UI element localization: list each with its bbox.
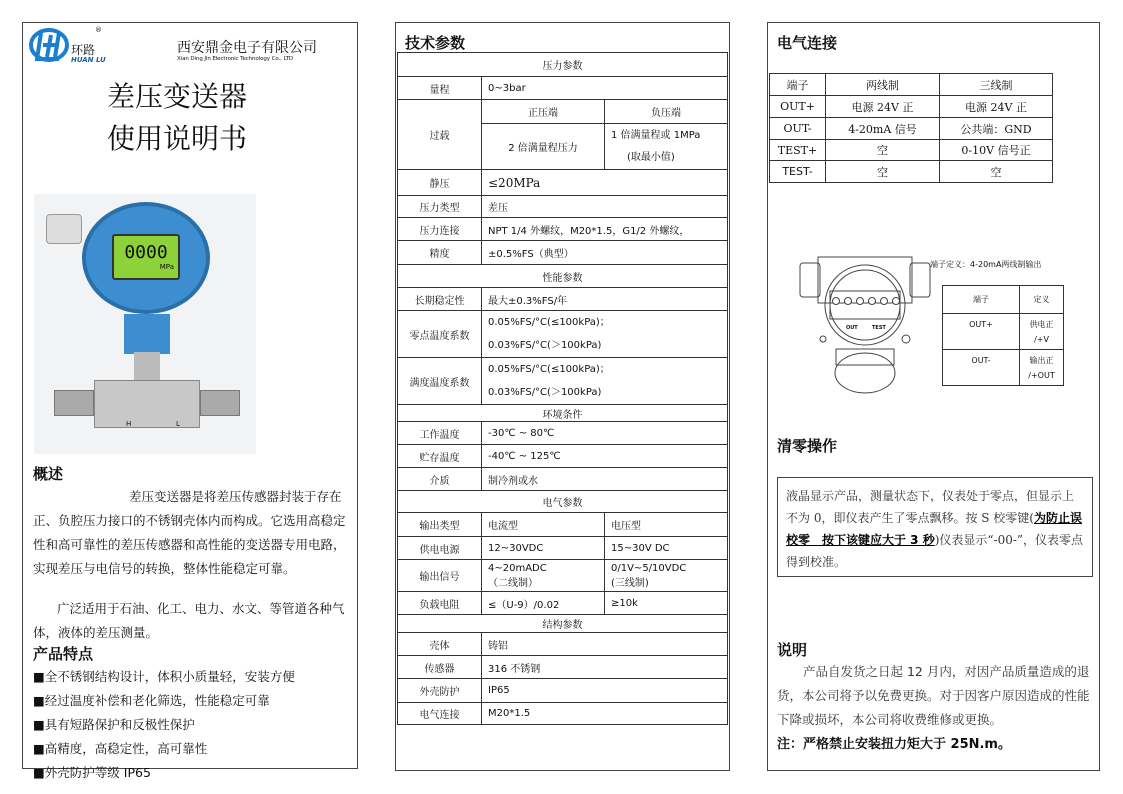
specs-panel <box>395 22 730 771</box>
port-right <box>200 390 240 416</box>
spec-value: 铸铝 <box>482 633 728 656</box>
wiring-cell: 4-20mA 信号 <box>826 118 940 140</box>
def-cell <box>1020 350 1064 386</box>
wiring-cell: OUT- <box>770 118 826 140</box>
zeroing-box <box>777 477 1093 577</box>
spec-value-line: (取最小值) <box>627 151 675 163</box>
spec-label: 压力类型 <box>398 196 482 218</box>
spec-label: 传感器 <box>398 656 482 679</box>
wiring-table <box>769 73 1053 183</box>
spec-value <box>482 311 728 358</box>
doc-title-2: 使用说明书 <box>107 122 248 155</box>
spec-label: 零点温度系数 <box>398 311 482 358</box>
feature-item: ■具有短路保护和反极性保护 <box>33 717 195 732</box>
notes-heading: 说明 <box>777 641 808 659</box>
spec-label: 静压 <box>398 170 482 196</box>
wiring-cell: TEST- <box>770 161 826 183</box>
spec-label: 压力连接 <box>398 218 482 241</box>
spec-value-line: 4~20mADC <box>488 562 547 574</box>
wiring-cell: 空 <box>826 161 940 183</box>
spec-value: NPT 1/4 外螺纹，M20*1.5，G1/2 外螺纹， <box>482 218 728 241</box>
wiring-cell: TEST+ <box>770 140 826 161</box>
stem <box>134 352 160 382</box>
spec-value <box>482 358 728 405</box>
spec-value-line: （二线制） <box>488 577 538 589</box>
spec-label: 外壳防护 <box>398 679 482 703</box>
spec-value: 制冷剂或水 <box>482 468 728 491</box>
spec-label: 供电电源 <box>398 537 482 560</box>
spec-value: ≥10k <box>605 592 728 615</box>
spec-label: 过载 <box>398 100 482 170</box>
features-heading: 产品特点 <box>33 645 94 663</box>
features-list <box>33 665 351 785</box>
spec-value: IP65 <box>482 679 728 703</box>
spec-value-line: 0.05%FS/°C(≤100kPa)； <box>488 364 610 375</box>
section-pressure: 压力参数 <box>398 53 728 77</box>
wiring-header: 三线制 <box>940 74 1053 96</box>
diagram-caption: 端子定义：4-20mA两线制输出 <box>930 260 1042 269</box>
zeroing-heading: 清零操作 <box>777 437 838 455</box>
terminal-diagram <box>798 255 933 397</box>
feature-item: ■经过温度补偿和老化筛选，性能稳定可靠 <box>33 693 270 708</box>
spec-value: 最大±0.3%FS/年 <box>482 288 728 311</box>
spec-label: 长期稳定性 <box>398 288 482 311</box>
torque-warning: 注：严格禁止安装扭力矩大于 25N.m。 <box>777 737 1011 752</box>
cable-gland <box>46 214 82 244</box>
spec-label: 输出类型 <box>398 513 482 537</box>
spec-value <box>605 560 728 592</box>
spec-value <box>482 560 605 592</box>
company-name-cn: 西安鼎金电子有限公司 <box>177 40 317 56</box>
spec-value-line: 0/1V~5/10VDC <box>611 562 687 574</box>
spec-label: 满度温度系数 <box>398 358 482 405</box>
spec-value-line: (三线制) <box>611 577 649 589</box>
registered-mark: ® <box>95 26 102 34</box>
feature-item: ■外壳防护等级 IP65 <box>33 765 151 780</box>
zeroing-text: )仪表显示“-00-”，仪表零点得到校准。 <box>786 533 1084 569</box>
wiring-cell: 0-10V 信号正 <box>940 140 1053 161</box>
def-cell: OUT+ <box>943 314 1020 350</box>
section-electrical: 电气参数 <box>398 491 728 513</box>
def-header: 定义 <box>1020 286 1064 314</box>
company-name-en: Xian Ding Jin Electronic Technology Co., LTD <box>177 56 294 62</box>
def-header: 端子 <box>943 286 1020 314</box>
zeroing-text: 液晶显示产品，测量状态下，仪表处于零点，但显示上不为 0，即仪表产生了零点飘移。按 S 校零键( <box>786 489 1075 525</box>
lcd-unit: MPa <box>159 263 174 271</box>
spec-value: 2 倍满量程压力 <box>482 124 605 170</box>
overview-para2: 广泛适用于石油、化工、电力、水文、等管道各种气体，液体的差压测量。 <box>33 601 345 640</box>
diagram-test-label: TEST <box>872 325 886 331</box>
wiring-cell: 空 <box>826 140 940 161</box>
doc-title-1: 差压变送器 <box>107 80 248 113</box>
wiring-cell: 电源 24V 正 <box>940 96 1053 118</box>
spec-value-line: 0.03%FS/°C(＞100kPa) <box>488 387 602 398</box>
spec-label: 贮存温度 <box>398 445 482 468</box>
company-logo <box>29 27 75 65</box>
port-h-label: H <box>126 420 132 428</box>
def-line: /+OUT <box>1028 370 1055 380</box>
spec-value: 差压 <box>482 196 728 218</box>
wiring-header: 端子 <box>770 74 826 96</box>
notes-para: 产品自发货之日起 12 月内，对因产品质量造成的退货，本公司将予以免费更换。对于因客户原因造成的性能下降或损坏，本公司将收费维修或更换。 <box>777 664 1090 727</box>
spec-value: 电压型 <box>605 513 728 537</box>
spec-value: 0~3bar <box>482 77 728 100</box>
wiring-header: 两线制 <box>826 74 940 96</box>
spec-value: 15~30V DC <box>605 537 728 560</box>
feature-item: ■高精度，高稳定性，高可靠性 <box>33 741 208 756</box>
spec-value-line: 1 倍满量程或 1MPa <box>611 129 701 141</box>
spec-value: 12~30VDC <box>482 537 605 560</box>
def-line: /+V <box>1034 334 1049 344</box>
wiring-cell: 空 <box>940 161 1053 183</box>
section-performance: 性能参数 <box>398 265 728 288</box>
def-line: 供电正 <box>1029 319 1054 329</box>
feature-item: ■全不锈钢结构设计，体积小质量轻，安装方便 <box>33 669 295 684</box>
spec-label: 介质 <box>398 468 482 491</box>
spec-value: ≤20MPa <box>482 170 728 196</box>
lcd-reading: 0000 <box>124 242 168 263</box>
def-cell: OUT- <box>943 350 1020 386</box>
spec-label: 负载电阻 <box>398 592 482 615</box>
spec-label: 量程 <box>398 77 482 100</box>
port-l-label: L <box>176 420 180 428</box>
port-left <box>54 390 94 416</box>
spec-subheader: 负压端 <box>605 100 728 124</box>
spec-label: 工作温度 <box>398 422 482 445</box>
spec-label: 精度 <box>398 241 482 265</box>
flange-body <box>94 380 200 428</box>
spec-subheader: 正压端 <box>482 100 605 124</box>
specs-table <box>397 52 728 725</box>
wiring-cell: 公共端：GND <box>940 118 1053 140</box>
overview-para1: 差压变送器是将差压传感器封装于存在正、负腔压力接口的不锈钢壳体内而构成。它选用高稳定性和高可靠性的差压传感器和高性能的变送器专用电路，实现差压与电信号的转换，整体性能稳定可靠。 <box>33 489 346 576</box>
spec-label: 壳体 <box>398 633 482 656</box>
spec-value: -40℃ ~ 125℃ <box>482 445 728 468</box>
spec-value <box>605 124 728 170</box>
spec-value-line: 0.03%FS/°C(＞100kPa) <box>488 340 602 351</box>
wiring-panel <box>767 22 1100 771</box>
spec-value: 316 不锈钢 <box>482 656 728 679</box>
spec-value: 电流型 <box>482 513 605 537</box>
spec-value: ≤（U-9）/0.02 <box>482 592 605 615</box>
overview-heading: 概述 <box>33 465 64 483</box>
specs-heading: 技术参数 <box>405 34 466 52</box>
spec-label: 输出信号 <box>398 560 482 592</box>
wiring-heading: 电气连接 <box>777 34 838 52</box>
cover-panel <box>22 22 358 780</box>
section-structure: 结构参数 <box>398 615 728 633</box>
spec-value: ±0.5%FS（典型） <box>482 241 728 265</box>
spec-value: -30℃ ~ 80℃ <box>482 422 728 445</box>
spec-value-line: 0.05%FS/°C(≤100kPa)； <box>488 317 610 328</box>
def-cell <box>1020 314 1064 350</box>
diagram-out-label: OUT <box>846 325 858 331</box>
neck <box>124 314 170 354</box>
terminal-definition-table <box>942 285 1064 386</box>
wiring-cell: 电源 24V 正 <box>826 96 940 118</box>
logo-en: HUAN LU <box>71 56 106 64</box>
section-environment: 环境条件 <box>398 405 728 422</box>
product-image <box>34 194 256 454</box>
def-line: 输出正 <box>1029 355 1054 365</box>
zeroing-warning: 为防止误校零 按下该键应大于 3 秒 <box>786 511 1082 547</box>
spec-value: M20*1.5 <box>482 703 728 725</box>
logo-cn: 环路 <box>71 43 96 57</box>
wiring-cell: OUT+ <box>770 96 826 118</box>
lcd-display <box>112 234 180 280</box>
spec-label: 电气连接 <box>398 703 482 725</box>
